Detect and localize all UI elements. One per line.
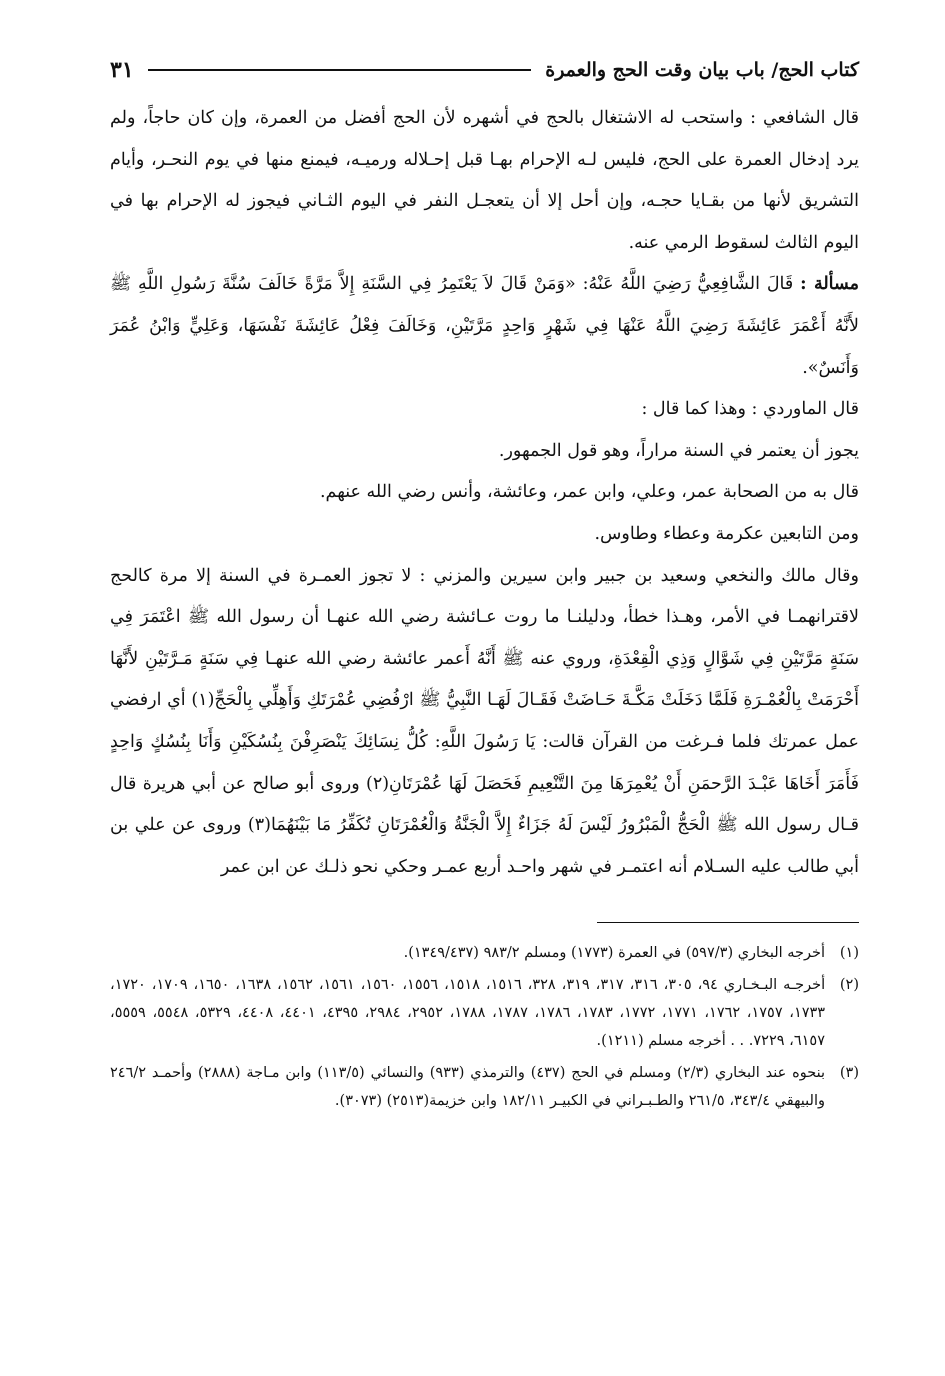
footnotes bbox=[110, 939, 859, 1115]
footnote-number: (٢) bbox=[839, 977, 859, 994]
footnote-number: (٣) bbox=[839, 1065, 859, 1082]
page-number: ٣١ bbox=[110, 57, 134, 83]
paragraph-ruling: يجوز أن يعتمر في السنة مراراً، وهو قول الجمهور. bbox=[498, 440, 859, 461]
paragraph-followers: ومن التابعين عكرمة وعطاء وطاوس. bbox=[594, 523, 859, 544]
paragraph-malik-opinion: وقال مالك والنخعي وسعيد بن جبير وابن سيرين والمزني : لا تجوز العمـرة في السنة إلا مرة كالحج لاقترانهمـا في الأمر، وهـذا خطأ، ودليلنـا ما روت عـائشة رضي الله عنهـا أن رسول الله ﷺ اعْتَمَرَ فِي سَنَةٍ مَرَّتَيْنِ فِي شَوَّالٍ وَذِي الْقِعْدَةِ، وروي عنه ﷺ أَنَّهُ أَعمر عائشة رضي الله عنهـا فِي سَنَةٍ مَـرَّتَيْنِ لأَنَّهَا أَحْرَمَتْ بِالْعُمْـرَةِ فَلَمَّا دَخَلَتْ مَكَّـةَ حَـاضَتْ فَقَـالَ لَهَـا النَّبِيُّ ﷺ ارْفُضِي عُمْرَتَكِ وَأَهِلِّي بِالْحَجِّ(١) أي ارفضي عمل عمرتك فلما فـرغت من القرآن قالت: يَا رَسُولَ اللَّهِ: كُلُّ نِسَائِكَ يَنْصَرِفْنَ بِنُسُكَيْنِ وَأَنَا بِنُسُكٍ وَاحِدٍ فَأَمَرَ أَخَاهَا عَبْـدَ الرَّحمَنِ أَنْ يُعْمِرَهَا مِنَ التَّنْعِيمِ فَحَصَلَ لَهَا عُمْرَتَانِ(٢) وروى أبو صالح عن أبي هريرة قال قـال رسول الله ﷺ الْحَجُّ الْمَبْرُورُ لَيْسَ لَهُ جَزَاءٌ إِلاَّ الْجَنَّةُ وَالْعُمْرَتَانِ تُكَفِّرُ مَا بَيْنَهُمَا(٣) وروى عن علي بن أبي طالب عليه السـلام أنه اعتمـر في شهر واحـد أربع عمـر وحكي نحو ذلـك عن ابن عمر bbox=[110, 565, 860, 877]
footnote-text: أخرجه البخاري (٥٩٧/٣) في العمرة (١٧٧٣) ومسلم ٩٨٣/٢ (١٣٤٩/٤٣٧). bbox=[403, 945, 825, 962]
running-header bbox=[110, 48, 859, 92]
footnote-separator bbox=[597, 922, 859, 923]
footnote-text: أخرجـه البـخـاري ٩٤، ٣٠٥، ٣١٦، ٣١٧، ٣١٩، ٣٢٨، ١٥١٦، ١٥١٨، ١٥٥٦، ١٥٦٠، ١٥٦١، ١٥٦٢، ١٦٣٨، ١٦٥٠، ١٧٠٩، ١٧٢٠، ١٧٣٣، ١٧٥٧، ١٧٦٢، ١٧٧١، ١٧٧٢، ١٧٨٣، ١٧٨٦، ١٧٨٧، ١٧٨٨، ٢٩٥٢، ٢٩٨٤، ٤٣٩٥، ٤٤٠١، ٤٤٠٨، ٥٣٢٩، ٥٥٤٨، ٥٥٥٩، ٦١٥٧، ٧٢٢٩. . . أخرجه مسلم (١٢١١). bbox=[110, 977, 826, 1050]
footnote-number: (١) bbox=[839, 945, 859, 962]
footnote-1 bbox=[110, 939, 859, 967]
paragraph-masala bbox=[110, 264, 859, 389]
footnote-text: بنحوه عند البخاري (٢/٣) ومسلم في الحج (٤٣٧) والترمذي (٩٣٣) والنسائي (١١٣/٥) وابن مـاجة (٢٨٨٨) وأحمـد ٢٤٦/٢ والبيهقي ٣٤٣/٤، ٢٦١/٥ والطـبـراني في الكبيـر ١٨٢/١١ وابن خزيمة(٢٥١٣) (٣٠٧٣). bbox=[110, 1065, 825, 1110]
masala-text: قَالَ الشَّافِعِيُّ رَضِيَ اللَّهُ عَنْهُ: «وَمَنْ قَالَ لاَ يَعْتَمِرُ فِي السَّنَةِ إِلاَّ مَرَّةً خَالَفَ سُنَّةَ رَسُولِ اللَّهِ ﷺ لأَنَّهُ أَعْمَرَ عَائِشَةَ رَضِيَ اللَّهُ عَنْهَا فِي شَهْرٍ وَاحِدٍ مَرَّتَيْنِ، وَخَالَفَ فِعْلُ عَائِشَةَ نَفْسَهَا، وَعَلِيٍّ وَابْنُ عُمَرَ وَأَنَسٌ». bbox=[110, 274, 859, 378]
paragraph-mawardi: قال الماوردي : وهذا كما قال : bbox=[641, 399, 859, 420]
footnote-3 bbox=[110, 1059, 859, 1115]
masala-label: مسألة : bbox=[800, 274, 859, 295]
header-title: كتاب الحج/ باب بيان وقت الحج والعمرة bbox=[545, 59, 859, 81]
header-rule bbox=[148, 69, 532, 71]
paragraph-shafii-intro: قال الشافعي : واستحب له الاشتغال بالحج في أشهره لأن الحج أفضل من العمرة، وإن كان حاجاً، ولم يرد إدخال العمرة على الحج، فليس لـه الإحرام بهـا قبل إحـلاله ورميـه، فيمنع منها في يوم النحـر، وأيام التشريق لأنها من بقـايا حجـه، وإن أحل إلا أن يتعجـل النفر في اليوم الثـاني فيجوز له الإحرام بها في اليوم الثالث لسقوط الرمي عنه. bbox=[110, 108, 859, 253]
footnote-2 bbox=[110, 971, 859, 1055]
main-text bbox=[110, 98, 859, 888]
paragraph-companions: قال به من الصحابة عمر، وعلي، وابن عمر، وعائشة، وأنس رضي الله عنهم. bbox=[319, 482, 859, 503]
